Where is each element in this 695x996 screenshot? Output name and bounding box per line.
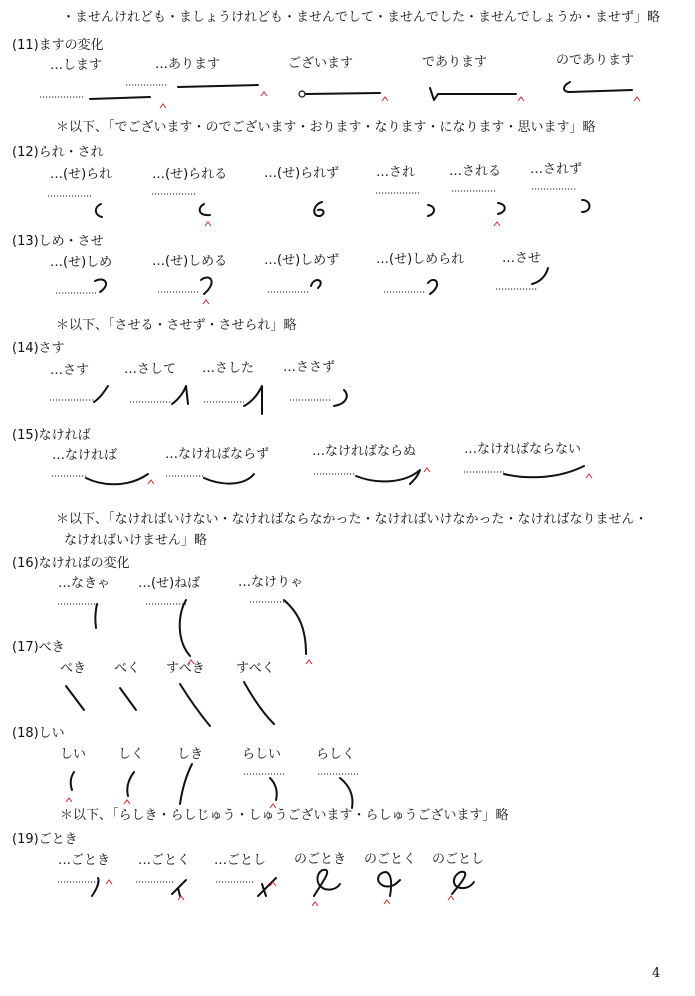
word: …なけりゃ bbox=[238, 575, 304, 590]
word: のごとく bbox=[364, 852, 417, 867]
section-15-heading: (15)なければ bbox=[12, 428, 91, 443]
word: …します bbox=[50, 58, 103, 73]
word: …されず bbox=[530, 162, 583, 177]
word: …(せ)られず bbox=[264, 166, 340, 181]
intro-line: ・ませんけれども・ましょうけれども・ませんでして・ませんでした・ませんでしょうか・ませず」略 bbox=[62, 10, 661, 25]
word: …(せ)られる bbox=[152, 167, 228, 182]
word: べく bbox=[114, 661, 141, 676]
word: …(せ)しめず bbox=[264, 253, 340, 268]
stroke-group-15 bbox=[52, 466, 592, 484]
note-4: ＊以下、「らしき・らしじゅう・しゅうございます・らしゅうございます」略 bbox=[60, 808, 509, 823]
page-number: 4 bbox=[652, 966, 661, 981]
word: …さして bbox=[124, 362, 177, 377]
word: のごとし bbox=[432, 852, 485, 867]
stroke-group-14 bbox=[50, 386, 347, 414]
word: しく bbox=[118, 747, 145, 762]
word: …(せ)ねば bbox=[138, 576, 201, 591]
word: …ごとく bbox=[138, 853, 191, 868]
note-3-line-2: なければいけません」略 bbox=[64, 533, 208, 548]
stroke-group-12 bbox=[48, 189, 590, 226]
note-1: ＊以下、「でございます・のでございます・おります・なります・になります・思います」略 bbox=[56, 120, 596, 135]
word: …なければならぬ bbox=[312, 444, 417, 459]
word: …させ bbox=[502, 251, 542, 266]
word: …される bbox=[449, 164, 502, 179]
word: らしい bbox=[242, 747, 282, 762]
word: …ごとき bbox=[58, 853, 111, 868]
word: しい bbox=[60, 747, 87, 762]
section-16-heading: (16)なければの変化 bbox=[12, 556, 130, 571]
word: すべく bbox=[236, 661, 275, 676]
stroke-group-11 bbox=[40, 82, 640, 108]
word: ございます bbox=[288, 56, 354, 71]
word: …なければならず bbox=[165, 447, 270, 462]
stroke-group-18 bbox=[66, 764, 358, 808]
word: …さした bbox=[202, 361, 255, 376]
word: …(せ)られ bbox=[50, 167, 113, 182]
word: …ごとし bbox=[214, 853, 267, 868]
word: …され bbox=[376, 165, 416, 180]
section-14-heading: (14)さす bbox=[12, 341, 65, 356]
word: であります bbox=[422, 55, 488, 70]
word: …なければ bbox=[52, 448, 118, 463]
note-2: ＊以下、「させる・させず・させられ」略 bbox=[56, 318, 297, 333]
stroke-group-13 bbox=[56, 268, 548, 304]
section-12-heading: (12)られ・され bbox=[12, 145, 104, 160]
word: …(せ)しめられ bbox=[376, 252, 465, 267]
word: しき bbox=[177, 747, 204, 762]
section-13-heading: (13)しめ・させ bbox=[12, 234, 104, 249]
word: …ささず bbox=[283, 360, 336, 375]
word: らしく bbox=[316, 747, 356, 762]
stroke-group-19 bbox=[58, 870, 474, 906]
word: のごとき bbox=[294, 852, 347, 867]
section-17-heading: (17)べき bbox=[12, 640, 65, 655]
stroke-group-16 bbox=[58, 600, 312, 664]
word: べき bbox=[60, 661, 87, 676]
section-11-heading: (11)ますの変化 bbox=[12, 38, 104, 53]
note-3-line-1: ＊以下、「なければいけない・なければならなかった・なければいけなかった・なければなりません・ bbox=[56, 512, 648, 527]
word: …(せ)しめ bbox=[50, 255, 113, 270]
word: …あります bbox=[155, 57, 221, 72]
word: …なければならない bbox=[464, 442, 582, 457]
section-18-heading: (18)しい bbox=[12, 726, 65, 741]
word: すべき bbox=[166, 661, 205, 676]
stroke-group-17 bbox=[66, 682, 274, 726]
section-19-heading: (19)ごとき bbox=[12, 832, 78, 847]
word: …(せ)しめる bbox=[152, 254, 228, 269]
word: …なきゃ bbox=[58, 576, 111, 591]
word: のであります bbox=[556, 53, 635, 68]
word: …さす bbox=[50, 363, 90, 378]
